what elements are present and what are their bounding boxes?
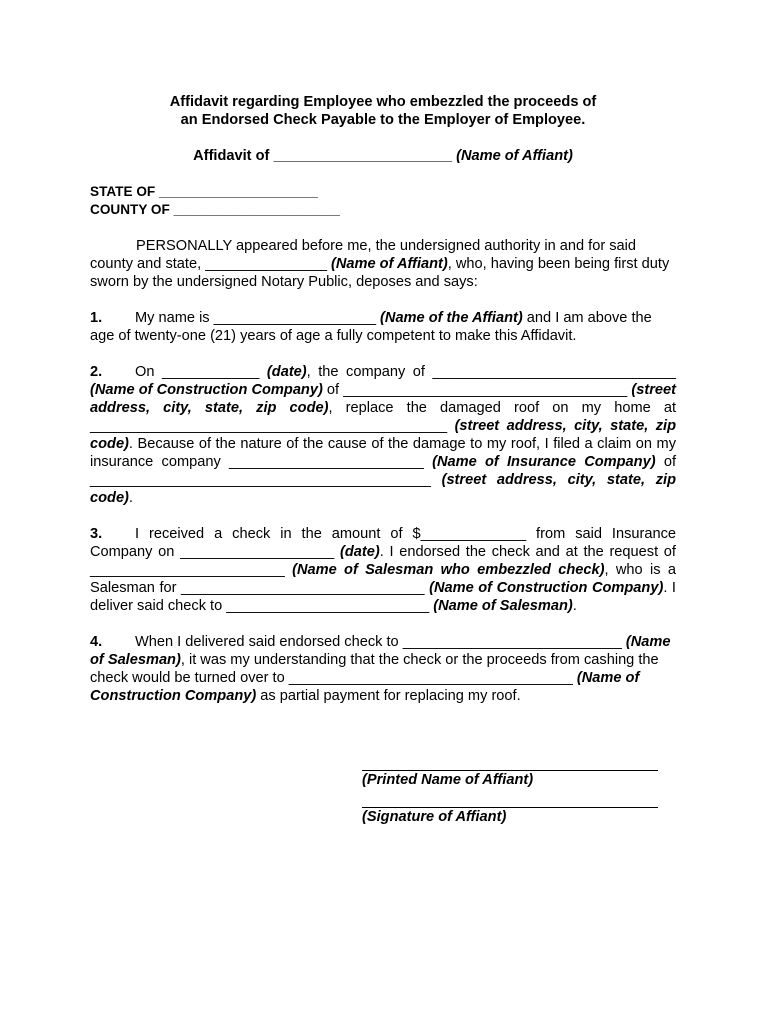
county-line <box>90 201 676 219</box>
paragraph-number: 2. <box>90 364 103 380</box>
county-blank[interactable]: ______________________ <box>173 202 340 217</box>
venue-block <box>90 183 676 219</box>
title-line-2: an Endorsed Check Payable to the Employer of Employee. <box>180 112 586 128</box>
affiant-name-hint: (Name of Affiant) <box>456 148 573 164</box>
title-line-1: Affidavit regarding Employee who embezzled the proceeds of <box>169 94 597 110</box>
printed-name-line[interactable] <box>362 752 658 771</box>
state-blank[interactable]: _____________________ <box>158 184 318 199</box>
affidavit-of-line <box>90 147 676 165</box>
paragraph-number: 4. <box>90 634 103 650</box>
paragraph-number: 1. <box>90 310 103 326</box>
state-label: STATE OF <box>90 184 156 199</box>
signature-line[interactable] <box>362 789 658 808</box>
paragraph-3: 3. I received a check in the amount of $_____________ from said Insurance Company on ___________________ (date). I endorsed the check and at the request of ________________________ (Name of Salesman who embezzled check), who is a Salesman for ______________________________ (Name of Construction Company). I deliver said check to _________________________ (Name of Salesman). <box>90 526 676 614</box>
paragraph-number: 3. <box>90 526 103 542</box>
printed-name-label: (Printed Name of Affiant) <box>362 772 534 788</box>
intro-paragraph: PERSONALLY appeared before me, the undersigned authority in and for said county and state, _______________ (Name of Affiant), who, having been being first duty sworn by the undersigned Notary Public, deposes and says: <box>90 238 670 290</box>
state-line <box>90 183 676 201</box>
affidavit-of-label: Affidavit of <box>193 148 270 164</box>
document-title <box>90 93 676 129</box>
paragraph-1: 1. My name is ____________________ (Name of the Affiant) and I am above the age of twenty-one (21) years of age a fully competent to make this Affidavit. <box>90 310 652 344</box>
document-body <box>90 93 676 705</box>
paragraph-2: 2. On ____________ (date), the company of ______________________________ (Name of Construction Company) of ___________________________________ (street address, city, state, zip code), replace the damaged roof on my home at ____________________________________________ (street address, city, state, zip code). Because of the nature of the cause of the damage to my roof, I filed a claim on my insurance company ________________________ (Name of Insurance Company) of __________________________________________ (street address, city, state, zip code). <box>90 364 677 506</box>
paragraph-4: 4. When I delivered said endorsed check to ___________________________ (Name of Salesman), it was my understanding that the check or the proceeds from cashing the check would be turned over to ___________________________________ (Name of Construction Company) as partial payment for replacing my roof. <box>90 634 671 704</box>
signature-block <box>362 752 658 826</box>
affiant-name-blank[interactable]: ______________________ <box>273 148 453 164</box>
county-label: COUNTY OF <box>90 202 170 217</box>
signature-label: (Signature of Affiant) <box>362 809 507 825</box>
